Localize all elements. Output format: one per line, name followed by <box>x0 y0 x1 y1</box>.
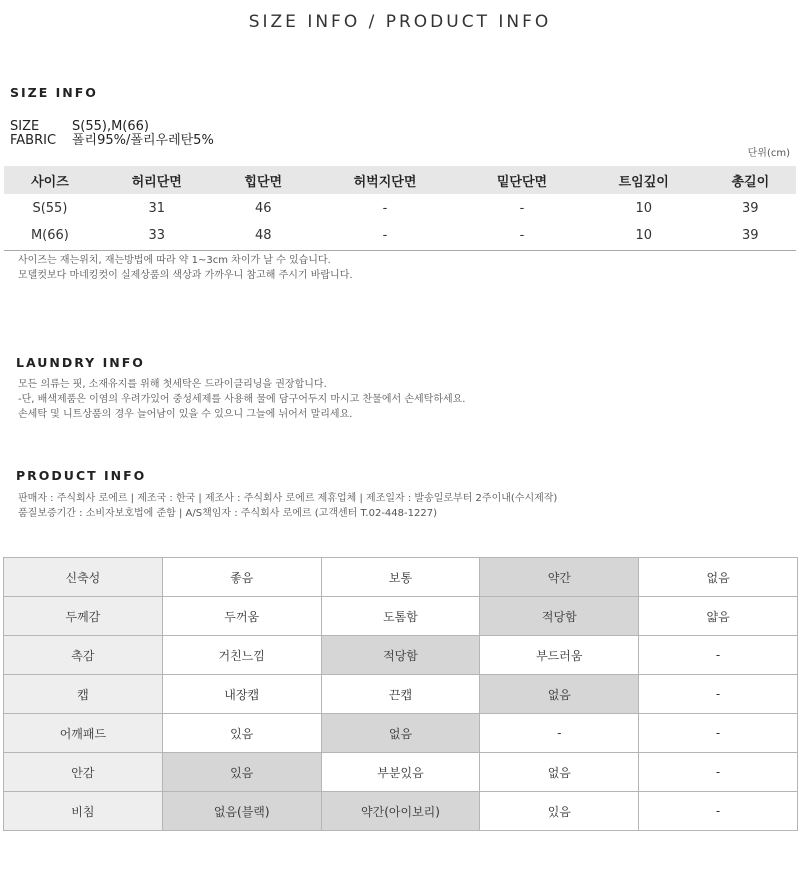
product-line: 품질보증기간 : 소비자보호법에 준함 | A/S책임자 : 주식회사 로에르 (고객센터 T.02-448-1227) <box>18 508 437 519</box>
feature-label: 어깨패드 <box>4 714 163 753</box>
laundry-notes <box>18 377 465 422</box>
table-cell: 39 <box>742 200 759 216</box>
col-header: 허벅지단면 <box>309 166 461 194</box>
feature-option-selected: 적당함 <box>321 636 480 675</box>
feature-table <box>3 557 798 831</box>
feature-label: 비침 <box>4 792 163 831</box>
size-info-heading: SIZE INFO <box>10 85 98 100</box>
feature-option: - <box>639 792 798 831</box>
feature-option-selected: 약간(아이보리) <box>321 792 480 831</box>
col-header: 밑단단면 <box>461 166 583 194</box>
product-line: 판매자 : 주식회사 로에르 | 제조국 : 한국 | 제조사 : 주식회사 로에르 제휴업체 | 제조일자 : 발송일로부터 2주이내(수시제작) <box>18 493 558 504</box>
feature-option: 끈캡 <box>321 675 480 714</box>
feature-option: 있음 <box>162 714 321 753</box>
feature-row <box>4 597 798 636</box>
feature-label: 촉감 <box>4 636 163 675</box>
unit-label: 단위(cm) <box>747 148 790 159</box>
table-cell: 39 <box>705 222 796 250</box>
table-cell: 46 <box>255 200 272 216</box>
product-notes <box>18 491 557 521</box>
feature-option: 두꺼움 <box>162 597 321 636</box>
feature-option: 거친느낌 <box>162 636 321 675</box>
fabric-row <box>10 133 214 149</box>
feature-option: 좋음 <box>162 558 321 597</box>
table-cell: - <box>519 200 525 216</box>
feature-row <box>4 636 798 675</box>
size-table-header <box>4 166 796 194</box>
feature-row <box>4 675 798 714</box>
table-row <box>4 222 796 250</box>
col-header: 사이즈 <box>4 166 96 194</box>
feature-option: 없음 <box>639 558 798 597</box>
feature-row <box>4 753 798 792</box>
feature-option: - <box>639 753 798 792</box>
laundry-info-heading: LAUNDRY INFO <box>16 355 145 370</box>
page-title: SIZE INFO / PRODUCT INFO <box>248 12 552 32</box>
table-cell: 31 <box>148 200 165 216</box>
table-cell: M(66) <box>4 222 96 250</box>
laundry-line: 모든 의류는 핏, 소재유지를 위해 첫세탁은 드라이클리닝을 권장합니다. <box>18 379 327 390</box>
col-header: 허리단면 <box>96 166 218 194</box>
feature-option: 부드러움 <box>480 636 639 675</box>
table-cell: 48 <box>218 222 309 250</box>
note-line: 사이즈는 재는위치, 재는방법에 따라 약 1~3cm 차이가 날 수 있습니다. <box>18 255 331 266</box>
feature-row <box>4 792 798 831</box>
feature-option-selected: 없음 <box>480 675 639 714</box>
feature-label: 캡 <box>4 675 163 714</box>
feature-option: - <box>639 714 798 753</box>
feature-option: - <box>480 714 639 753</box>
feature-label: 안감 <box>4 753 163 792</box>
feature-option: 내장캡 <box>162 675 321 714</box>
feature-option: 얇음 <box>639 597 798 636</box>
feature-label: 두께감 <box>4 597 163 636</box>
laundry-line: 손세탁 및 니트상품의 경우 늘어남이 있을 수 있으니 그늘에 뉘어서 말리세요. <box>18 409 353 420</box>
table-cell: 10 <box>583 222 705 250</box>
feature-row <box>4 558 798 597</box>
feature-label: 신축성 <box>4 558 163 597</box>
feature-option: 부분있음 <box>321 753 480 792</box>
feature-option-selected: 적당함 <box>480 597 639 636</box>
size-table <box>4 166 796 251</box>
size-notes <box>18 253 353 283</box>
table-cell: - <box>461 222 583 250</box>
table-cell: - <box>382 200 388 216</box>
col-header: 총길이 <box>705 166 796 194</box>
feature-row <box>4 714 798 753</box>
col-header: 트임깊이 <box>583 166 705 194</box>
feature-option: 보통 <box>321 558 480 597</box>
feature-option: 있음 <box>480 792 639 831</box>
table-cell: 10 <box>635 200 653 216</box>
size-value: S(55),M(66) <box>72 119 149 134</box>
feature-option-selected: 없음 <box>321 714 480 753</box>
table-cell: - <box>309 222 461 250</box>
feature-option: - <box>639 636 798 675</box>
feature-option-selected: 있음 <box>162 753 321 792</box>
feature-option: 도톰함 <box>321 597 480 636</box>
table-row <box>4 194 796 222</box>
feature-option: - <box>639 675 798 714</box>
feature-option: 없음 <box>480 753 639 792</box>
feature-option-selected: 없음(블랙) <box>162 792 321 831</box>
size-label: SIZE <box>10 119 40 134</box>
laundry-line: -단, 배색제품은 이염의 우려가있어 중성세제를 사용해 물에 담구어두지 마시고 찬물에서 손세탁하세요. <box>18 394 466 405</box>
table-cell: 33 <box>96 222 218 250</box>
feature-option-selected: 약간 <box>480 558 639 597</box>
fabric-label: FABRIC <box>10 133 57 148</box>
col-header: 힙단면 <box>218 166 309 194</box>
table-cell: S(55) <box>32 200 68 216</box>
fabric-value: 폴리95%/폴리우레탄5% <box>72 133 214 148</box>
note-line: 모델컷보다 마네킹컷이 실제상품의 색상과 가까우니 참고해 주시기 바랍니다. <box>18 270 353 281</box>
product-info-heading: PRODUCT INFO <box>16 468 147 483</box>
